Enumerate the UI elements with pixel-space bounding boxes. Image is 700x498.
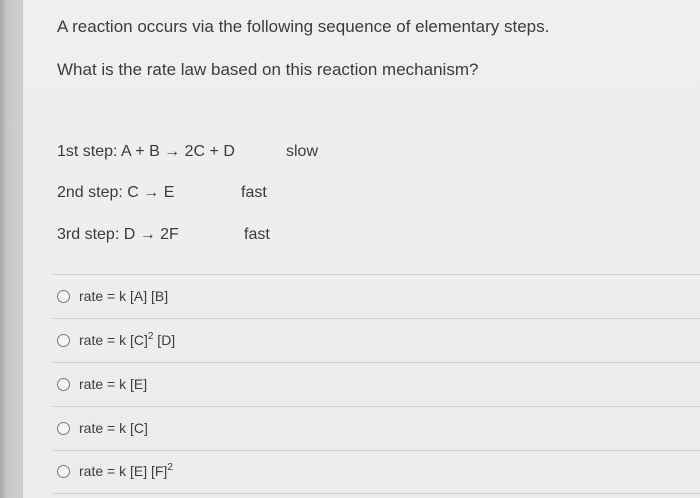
answer-option-label: rate = k [C] [79, 420, 148, 436]
answer-option-label: rate = k [A] [B] [79, 288, 169, 304]
step-2-speed: fast [241, 184, 267, 201]
radio-button-icon[interactable] [57, 378, 70, 391]
answer-option-5[interactable] [57, 459, 173, 483]
answer-option-label: rate = k [E] $[F]^2$ [79, 462, 173, 479]
answer-option-3[interactable] [57, 372, 147, 396]
step-1-speed: slow [286, 143, 319, 160]
question-card [22, 0, 700, 498]
answer-option-label: rate = k [E] [79, 376, 148, 392]
step-1-equation: 1st step: A + B → 2C + D [57, 143, 235, 160]
answer-option-label: rate = k $[C]^2$ [D] [79, 331, 176, 348]
divider [53, 362, 700, 363]
answer-option-1[interactable] [57, 284, 168, 308]
radio-button-icon[interactable] [57, 334, 70, 347]
radio-button-icon[interactable] [57, 422, 70, 435]
answer-option-2[interactable] [57, 328, 175, 352]
step-3-speed: fast [244, 226, 270, 243]
radio-button-icon[interactable] [57, 465, 70, 478]
step-2-equation: 2nd step: C → E [57, 184, 175, 201]
divider [53, 450, 700, 451]
question-text-line-1: A reaction occurs via the following sequence of elementary steps. [57, 17, 550, 36]
divider [53, 406, 700, 407]
divider [53, 318, 700, 319]
answer-option-4[interactable] [57, 416, 148, 440]
step-3-equation: 3rd step: D → 2F [57, 226, 179, 243]
divider [53, 493, 700, 494]
radio-button-icon[interactable] [57, 290, 70, 303]
question-text-line-2: What is the rate law based on this reaction mechanism? [57, 60, 479, 79]
divider [53, 274, 700, 275]
